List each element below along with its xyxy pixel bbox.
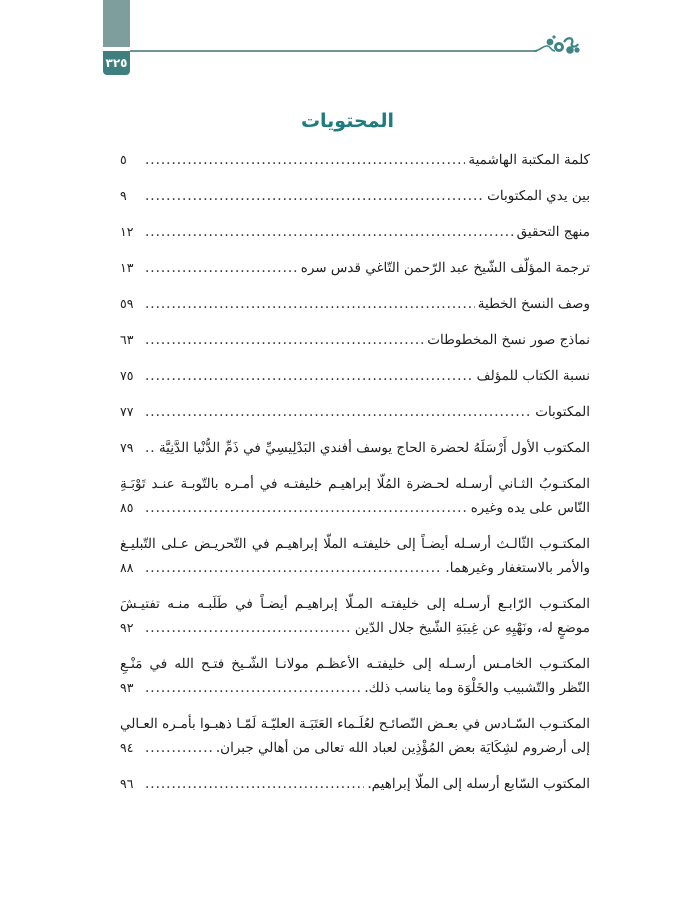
toc-entry-line [120, 472, 590, 496]
toc-entry-title: المكتـوب السّـادس في بعـض النّصائـح لعُلَـماء العَتَبَـة العليّـة لَمّـا ذهبـوا بأمـره العـالي [120, 716, 590, 732]
dot-leader [145, 364, 474, 388]
toc-entry[interactable] [120, 400, 590, 424]
dot-leader [145, 292, 475, 316]
toc-entry-line [120, 148, 590, 172]
toc-page-number: ٩٦ [120, 776, 134, 791]
toc-entry-title: النّاس على يده وغيره [470, 500, 590, 516]
toc-entry-line [120, 772, 590, 796]
dot-leader [145, 616, 352, 640]
toc-entry[interactable] [120, 436, 590, 460]
toc-entry-title: وصف النسخ الخطية [477, 296, 590, 312]
toc-page-number: ٨٥ [120, 500, 134, 515]
toc-entry-line [120, 736, 590, 760]
toc-entry-title: المكتـوب الثّالـث أرسـله أيضـاً إلى خليفتـه الملّا إبراهيـم في التّحريـض عـلى التّبليـغ [120, 536, 590, 552]
toc-entry-line [120, 364, 590, 388]
toc-entry-line [120, 400, 590, 424]
toc-entry[interactable] [120, 256, 590, 280]
toc-entry-line [120, 220, 590, 244]
toc-entry-line [120, 256, 590, 280]
toc-page-number: ٧٧ [120, 404, 134, 419]
toc-entry[interactable] [120, 184, 590, 208]
toc-entry[interactable] [120, 292, 590, 316]
toc-entry-line [120, 676, 590, 700]
toc-entry-title: المكتوبات [535, 404, 590, 420]
toc-entry-line [120, 556, 590, 580]
dot-leader [145, 148, 465, 172]
toc-page-number: ٩٣ [120, 680, 134, 695]
toc-entry-line [120, 184, 590, 208]
toc-entry-line [120, 328, 590, 352]
table-of-contents [120, 148, 590, 808]
header-rule [130, 50, 537, 52]
toc-page-number: ٥ [120, 152, 127, 167]
toc-entry[interactable] [120, 712, 590, 760]
toc-entry[interactable] [120, 592, 590, 640]
toc-page-number: ١٣ [120, 260, 134, 275]
toc-page-number: ٩٤ [120, 740, 134, 755]
toc-page-number: ٩ [120, 188, 127, 203]
toc-entry-line [120, 436, 590, 460]
toc-entry-title: المكتوب السّابع أرسله إلى الملّا إبراهيم. [367, 776, 590, 792]
toc-entry-line [120, 652, 590, 676]
toc-entry-title: المكتوب الأول أَرْسَلَهُ لحضرة الحاج يوسف أفندي البَدْلِيسِيِّ في ذَمِّ الدُّنْيا الدَّنِيَّة [158, 440, 590, 456]
toc-entry-line [120, 292, 590, 316]
toc-page-number: ٦٣ [120, 332, 134, 347]
toc-entry-line [120, 712, 590, 736]
toc-entry[interactable] [120, 364, 590, 388]
toc-entry-title: النّظر والتّشبيب والخَلْوَة وما يناسب ذلك. [364, 680, 590, 696]
toc-entry-title: كلمة المكتبة الهاشمية [468, 152, 590, 168]
toc-entry[interactable] [120, 220, 590, 244]
toc-page-number: ٧٥ [120, 368, 134, 383]
toc-entry[interactable] [120, 772, 590, 796]
toc-page-number: ٨٨ [120, 560, 134, 575]
toc-entry-title: المكتـوب الخامـس أرسـله إلى خليفتـه الأعظـم مولانـا الشّـيخ فتـح الله في مَنْـعِ [120, 656, 590, 672]
toc-page-number: ٧٩ [120, 440, 134, 455]
dot-leader [145, 184, 484, 208]
toc-entry-title: ترجمة المؤلّف الشّيخ عبد الرّحمن التّاغي قدس سره [300, 260, 590, 276]
toc-page-number: ١٢ [120, 224, 134, 239]
toc-entry[interactable] [120, 328, 590, 352]
dot-leader [145, 256, 298, 280]
dot-leader [145, 556, 442, 580]
side-tab-decoration [103, 0, 130, 47]
toc-entry-title: إلى أرضروم لشِكَايَة بعض المُؤْذِين لعباد الله تعالى من أهالي جبران. [215, 740, 590, 756]
toc-page-number: ٥٩ [120, 296, 134, 311]
dot-leader [145, 328, 424, 352]
toc-entry-title: المكتـوب الرّابـع أرسـله إلى خليفتـه المـلّا إبراهيـم أيضـاً في طَلَبـه منـه تفتيـشَ [120, 596, 590, 612]
toc-entry-line [120, 496, 590, 520]
dot-leader [145, 772, 364, 796]
toc-entry-title: المكتـوبُ الثـاني أرسـله لحـضرة المُلّا إبراهيـم خليفتـه في أمـره بالتّوبـة عنـد تَوْبَـةِ [120, 476, 590, 492]
toc-entry-line [120, 616, 590, 640]
dot-leader [145, 676, 361, 700]
floral-ornament-icon [532, 34, 582, 58]
dot-leader [145, 736, 213, 760]
dot-leader [145, 496, 468, 520]
toc-entry[interactable] [120, 532, 590, 580]
dot-leader [145, 220, 514, 244]
toc-entry-line [120, 592, 590, 616]
toc-page-number: ٩٢ [120, 620, 134, 635]
toc-entry-title: نسبة الكتاب للمؤلف [476, 368, 590, 384]
toc-entry[interactable] [120, 472, 590, 520]
dot-leader [145, 436, 156, 460]
toc-entry-title: موضعٍ له، ونَهْيِهِ عن غِيبَةِ الشّيخ جلال الدّين [354, 620, 590, 636]
toc-entry[interactable] [120, 148, 590, 172]
toc-entry-line [120, 532, 590, 556]
page-number-badge: ٣٢٥ [103, 51, 130, 75]
toc-entry-title: منهج التحقيق [516, 224, 590, 240]
toc-entry-title: والأمر بالاستغفار وغيرهما. [445, 560, 590, 576]
dot-leader [145, 400, 532, 424]
page-title: المحتويات [300, 110, 395, 132]
toc-entry-title: نماذج صور نسخ المخطوطات [427, 332, 590, 348]
toc-entry-title: بين يدي المكتوبات [487, 188, 590, 204]
toc-entry[interactable] [120, 652, 590, 700]
